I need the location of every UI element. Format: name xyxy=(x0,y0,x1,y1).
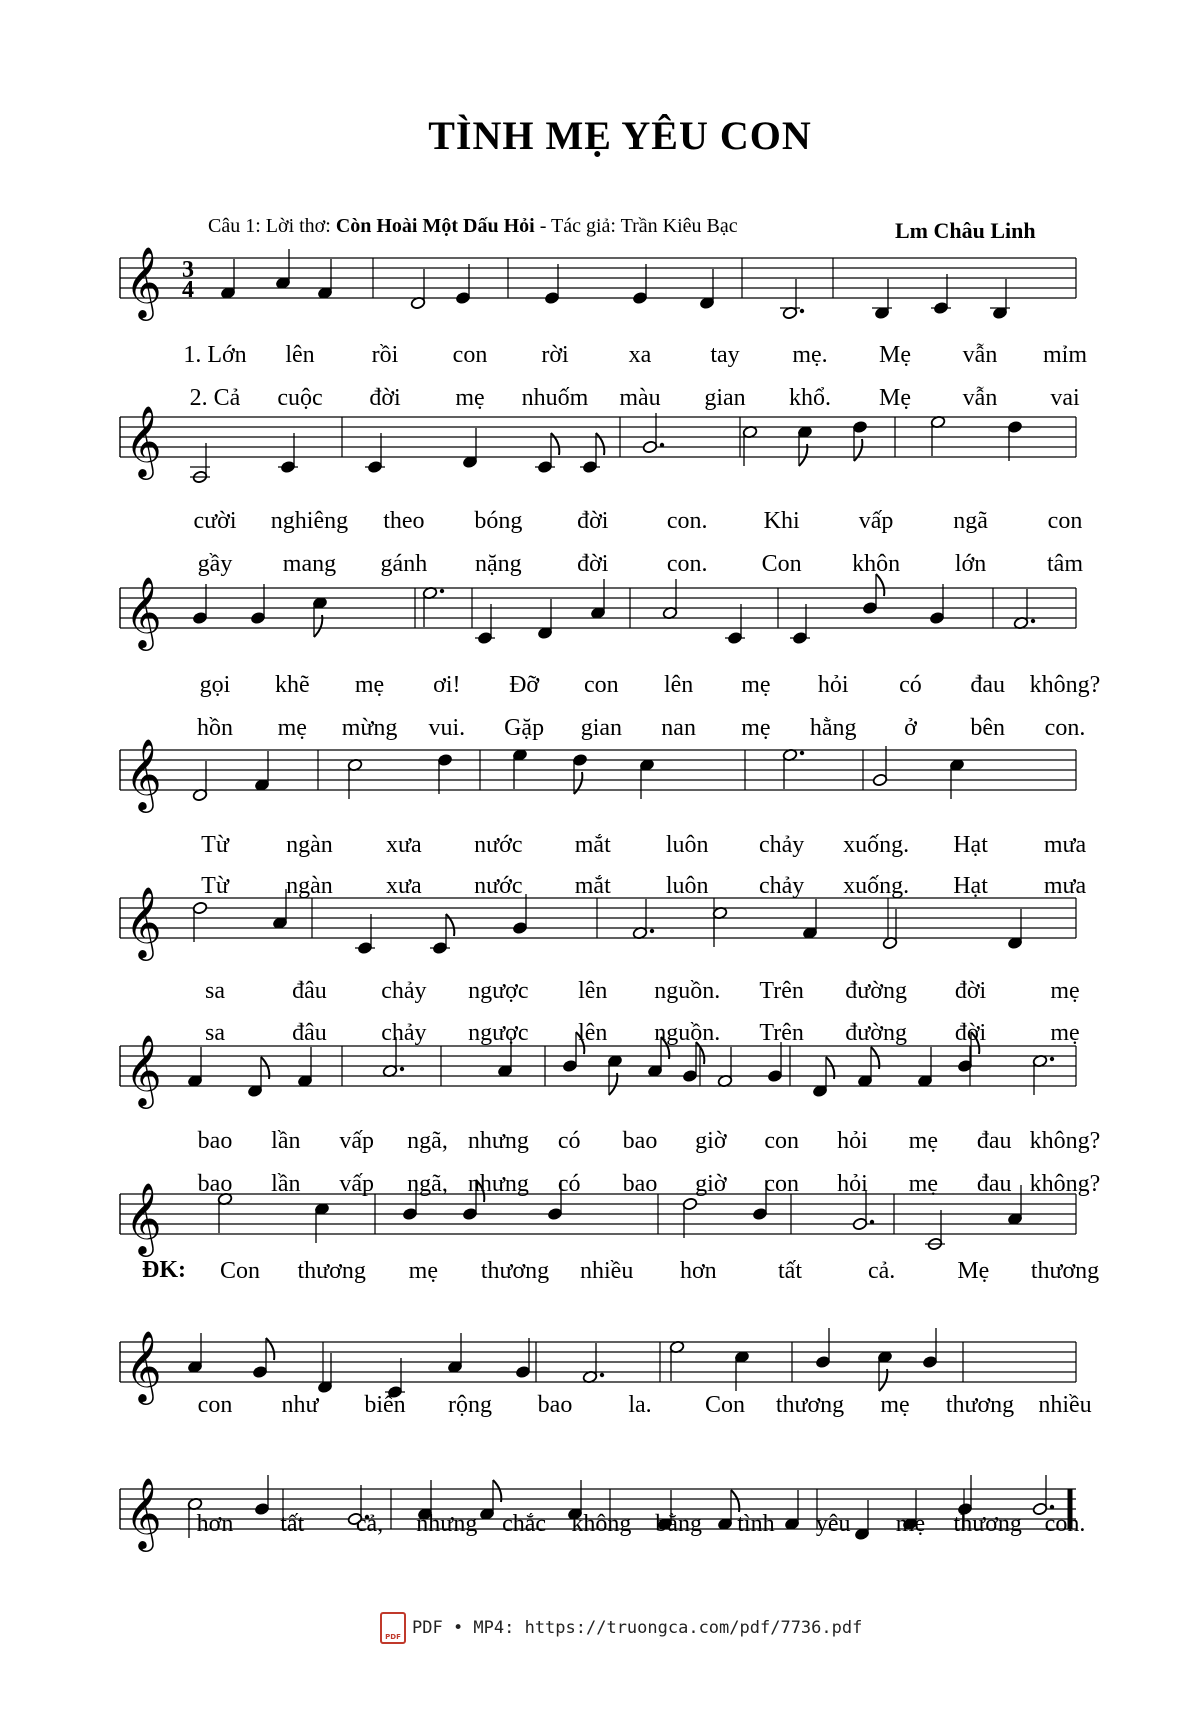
staff-system xyxy=(0,397,1200,517)
lyric-syllable: bao xyxy=(197,1128,233,1154)
note xyxy=(780,279,804,320)
lyric-syllable: Mẹ xyxy=(879,385,911,411)
lyric-syllable: chảy xyxy=(759,832,805,858)
lyric-syllable: Khi xyxy=(763,508,800,534)
lyric-syllable: xuống. xyxy=(843,832,910,858)
note xyxy=(314,1202,329,1243)
lyric-line xyxy=(160,1511,1086,1541)
lyric-syllable: gian xyxy=(580,715,623,741)
lyric-line xyxy=(160,715,1086,745)
footer[interactable] xyxy=(380,1612,862,1644)
lyric-syllable: mẹ xyxy=(277,715,307,741)
note xyxy=(572,753,587,794)
lyric-syllable: đâu xyxy=(292,978,327,1004)
lyric-syllable: đau xyxy=(970,672,1006,698)
lyric-line xyxy=(160,508,1083,538)
lyric-syllable: nan xyxy=(661,715,696,741)
note xyxy=(535,433,559,474)
lyric-syllable: nghiêng xyxy=(270,508,349,534)
lyric-syllable: bao xyxy=(197,1171,233,1197)
note xyxy=(1007,420,1022,461)
lyric-syllable: chảy xyxy=(381,1020,427,1046)
note xyxy=(582,1343,604,1384)
note xyxy=(220,259,235,300)
note xyxy=(430,914,454,955)
lyric-syllable: gian xyxy=(704,385,746,411)
lyric-syllable: mưa xyxy=(1043,873,1087,899)
lyric-syllable: sa xyxy=(205,1020,225,1046)
lyric-syllable: Trên xyxy=(759,1020,804,1046)
note xyxy=(632,899,654,940)
lyric-syllable: lên xyxy=(285,342,315,368)
lyric-syllable: đời xyxy=(577,508,609,534)
lyric-syllable: chảy xyxy=(759,873,805,899)
lyric-syllable: mẹ xyxy=(895,1511,926,1537)
time-signature-bottom: 4 xyxy=(182,277,194,303)
lyric-syllable: Hạt xyxy=(953,873,988,899)
note xyxy=(949,758,964,799)
lyric-syllable: mẹ xyxy=(880,1392,910,1418)
lyric-syllable: la. xyxy=(628,1392,652,1418)
lyric-syllable: bao xyxy=(622,1171,658,1197)
lyric-syllable: thương xyxy=(1030,1258,1100,1284)
lyric-syllable: Từ xyxy=(201,832,229,858)
lyric-syllable: nặng xyxy=(475,551,522,577)
note xyxy=(882,909,897,950)
note xyxy=(669,1340,684,1381)
lyric-syllable: ngã xyxy=(953,508,988,534)
lyric-syllable: hằng xyxy=(809,715,857,741)
lyric-syllable: bằng xyxy=(655,1511,702,1537)
lyric-syllable: đường xyxy=(845,978,907,1004)
treble-clef-icon: 𝄞 xyxy=(125,1181,162,1254)
lyric-syllable: không? xyxy=(1029,672,1101,698)
lyric-syllable: con. xyxy=(1044,715,1086,741)
lyric-syllable: Từ xyxy=(201,873,229,899)
lyric-syllable: con. xyxy=(666,551,708,577)
note xyxy=(475,604,495,645)
lyric-syllable: có xyxy=(557,1128,581,1154)
lyric-line xyxy=(160,1020,1080,1050)
lyric-syllable: khổ. xyxy=(789,385,831,411)
note xyxy=(925,1210,945,1251)
lyric-syllable: bóng xyxy=(474,508,523,534)
note xyxy=(682,1197,697,1238)
lyric-line xyxy=(160,978,1080,1008)
lyric-syllable: có xyxy=(557,1171,581,1197)
lyric-syllable: nhưng xyxy=(467,1171,529,1197)
note xyxy=(422,586,444,627)
lyric-syllable: ơi! xyxy=(433,672,461,698)
lyric-syllable: con xyxy=(584,672,619,698)
lyric-line xyxy=(160,1258,1100,1288)
lyric-syllable: không xyxy=(571,1511,632,1537)
lyric-syllable: thương xyxy=(480,1258,550,1284)
note xyxy=(247,1057,269,1098)
lyric-syllable: Con xyxy=(704,1392,746,1418)
note xyxy=(607,1054,622,1095)
lyric-syllable: ngã, xyxy=(407,1171,448,1197)
note xyxy=(872,746,887,787)
lyric-syllable: xưa xyxy=(386,832,422,858)
note xyxy=(192,584,207,625)
lyric-line xyxy=(160,1128,1101,1158)
note xyxy=(515,1338,530,1379)
lyric-syllable: xa xyxy=(628,342,652,368)
pdf-file-icon xyxy=(380,1612,406,1644)
note xyxy=(742,425,757,466)
lyric-syllable: mẹ xyxy=(908,1171,938,1197)
note xyxy=(410,269,425,310)
lyric-syllable: hồn xyxy=(197,715,233,741)
lyric-line xyxy=(160,1171,1101,1201)
lyric-syllable: mẹ. xyxy=(792,342,828,368)
lyric-syllable: mẹ xyxy=(741,672,771,698)
subtitle xyxy=(208,215,738,238)
note xyxy=(639,758,654,799)
subtitle-suffix: - Tác giả: Trần Kiêu Bạc xyxy=(534,215,738,237)
lyric-syllable: vẫn xyxy=(962,385,998,411)
lyric-syllable: vui. xyxy=(428,715,466,741)
lyric-syllable: nước xyxy=(474,873,523,899)
lyric-syllable: không? xyxy=(1029,1171,1101,1197)
note xyxy=(190,443,210,484)
lyric-syllable: mừng xyxy=(341,715,398,741)
lyric-syllable: cười xyxy=(193,508,237,534)
lyric-syllable: nhưng xyxy=(467,1128,529,1154)
lyric-line xyxy=(160,342,1088,372)
lyric-syllable: đau xyxy=(976,1128,1012,1154)
lyric-syllable: Đỡ xyxy=(509,672,540,698)
lyric-syllable: lên xyxy=(578,1020,608,1046)
lyric-syllable: ngã, xyxy=(407,1128,448,1154)
lyric-syllable: hỏi xyxy=(817,672,849,698)
lyric-syllable: hỏi xyxy=(837,1128,868,1154)
lyric-syllable: nước xyxy=(474,832,523,858)
lyric-syllable: mang xyxy=(282,551,337,577)
note xyxy=(1013,589,1035,630)
lyric-syllable: lên xyxy=(578,978,608,1004)
lyric-syllable: thương xyxy=(297,1258,366,1284)
lyric-syllable: thương xyxy=(945,1392,1015,1418)
lyric-line xyxy=(160,1392,1092,1422)
treble-clef-icon: 𝄞 xyxy=(125,575,162,648)
lyric-syllable: nhưng xyxy=(416,1511,478,1537)
note xyxy=(252,1338,274,1379)
lyric-syllable: ngược xyxy=(468,978,529,1004)
lyric-syllable: như xyxy=(281,1392,319,1418)
lyric-syllable: rộng xyxy=(448,1392,492,1418)
lyric-syllable: Con xyxy=(219,1258,261,1284)
subtitle-prefix: Câu 1: Lời thơ: xyxy=(208,215,336,237)
note xyxy=(734,1350,749,1391)
lyric-syllable: nguồn. xyxy=(654,1020,721,1046)
note xyxy=(317,259,332,300)
composer: Lm Châu Linh xyxy=(895,218,1036,243)
lyric-syllable: thương xyxy=(953,1511,1022,1537)
lyric-syllable: bên xyxy=(970,715,1006,741)
note xyxy=(857,1047,879,1088)
treble-clef-icon: 𝄞 xyxy=(125,1476,162,1549)
lyric-syllable: con xyxy=(764,1171,799,1197)
lyric-syllable: vấp xyxy=(858,508,894,534)
lyric-line xyxy=(160,672,1101,702)
lyric-syllable: giờ xyxy=(695,1171,727,1197)
lyric-syllable: biển xyxy=(364,1392,406,1418)
lyric-syllable: bao xyxy=(622,1128,658,1154)
lyric-syllable: theo xyxy=(383,508,425,534)
lyric-syllable: cả, xyxy=(355,1511,384,1537)
note xyxy=(317,1353,332,1394)
lyric-syllable: đường xyxy=(845,1020,907,1046)
lyric-line xyxy=(160,551,1083,581)
note xyxy=(852,420,867,461)
lyric-syllable: mắt xyxy=(574,832,611,858)
lyric-syllable: gầy xyxy=(197,551,233,577)
note xyxy=(917,1047,932,1088)
note xyxy=(580,433,604,474)
note xyxy=(278,433,298,474)
lyric-syllable: con xyxy=(452,342,488,368)
note xyxy=(782,748,804,789)
note xyxy=(790,604,810,645)
treble-clef-icon: 𝄞 xyxy=(125,1329,162,1402)
lyric-syllable: chảy xyxy=(381,978,427,1004)
lyric-syllable: mẹ xyxy=(1050,1020,1080,1046)
lyric-syllable: Trên xyxy=(759,978,804,1004)
lyric-syllable: khẽ xyxy=(274,672,310,698)
lyric-syllable: mẹ xyxy=(354,672,385,698)
lyric-line xyxy=(160,873,1087,903)
lyric-syllable: lên xyxy=(663,672,694,698)
lyric-syllable: gọi xyxy=(199,672,231,698)
note xyxy=(512,748,527,789)
lyric-syllable: đời xyxy=(954,1020,987,1046)
note xyxy=(642,413,664,454)
note xyxy=(877,1350,892,1391)
lyric-syllable: xưa xyxy=(386,873,422,899)
note xyxy=(192,901,207,942)
lyric-syllable: mẹ xyxy=(455,385,485,411)
song-title: TÌNH MẸ YÊU CON xyxy=(428,113,812,158)
lyric-syllable: vấp xyxy=(339,1171,374,1197)
note xyxy=(632,264,647,305)
lyric-syllable: vấp xyxy=(339,1128,374,1154)
lyric-syllable: mẹ xyxy=(1050,978,1080,1004)
lyric-syllable: thương xyxy=(775,1392,845,1418)
lyric-syllable: đâu xyxy=(292,1020,327,1046)
note xyxy=(312,596,327,637)
note xyxy=(537,599,552,640)
lyric-syllable: đời xyxy=(577,551,609,577)
lyric-syllable: 1. Lớn xyxy=(183,342,247,368)
staff-system xyxy=(0,1322,1200,1442)
treble-clef-icon: 𝄞 xyxy=(125,1033,162,1106)
lyric-syllable: 2. Cả xyxy=(189,385,241,411)
lyric-syllable: ngàn xyxy=(286,873,333,899)
treble-clef-icon: 𝄞 xyxy=(125,404,162,477)
lyric-syllable: mỉm xyxy=(1042,342,1088,368)
note xyxy=(455,264,470,305)
lyric-syllable: nhiều xyxy=(579,1258,634,1284)
lyric-syllable: rồi xyxy=(371,342,399,368)
lyric-syllable: cả. xyxy=(868,1258,896,1284)
note xyxy=(1032,1054,1054,1095)
lyric-syllable: hơn xyxy=(196,1511,234,1537)
note xyxy=(957,1475,972,1516)
lyric-syllable: gánh xyxy=(380,551,428,577)
note xyxy=(192,761,207,802)
note xyxy=(922,1328,937,1369)
note xyxy=(1032,1475,1054,1516)
note xyxy=(931,274,951,315)
lyric-syllable: ở xyxy=(904,715,917,741)
lyric-syllable: lần xyxy=(271,1128,301,1154)
lyric-syllable: nhuốm xyxy=(521,385,589,411)
lyric-syllable: bao xyxy=(537,1392,573,1418)
lyric-syllable: cuộc xyxy=(277,385,323,411)
note xyxy=(872,279,892,320)
note xyxy=(347,758,362,799)
lyric-line xyxy=(160,385,1080,415)
lyric-syllable: con. xyxy=(666,508,708,534)
lyric-syllable: mẹ xyxy=(741,715,771,741)
note xyxy=(544,264,559,305)
lyric-syllable: giờ xyxy=(695,1128,727,1154)
note xyxy=(712,906,727,947)
lyric-syllable: có xyxy=(899,672,922,698)
lyric-syllable: Hạt xyxy=(953,832,988,858)
lyric-syllable: không? xyxy=(1029,1128,1101,1154)
note xyxy=(929,584,944,625)
lyric-syllable: hỏi xyxy=(837,1171,868,1197)
lyric-syllable: màu xyxy=(619,385,661,411)
note xyxy=(802,899,817,940)
note xyxy=(990,279,1010,320)
treble-clef-icon: 𝄞 xyxy=(125,885,162,958)
pdf-icon-label: PDF xyxy=(385,1633,401,1641)
staff-system xyxy=(0,238,1200,358)
staff-system xyxy=(0,568,1200,688)
note xyxy=(797,425,812,466)
lyric-syllable: tất xyxy=(280,1511,305,1537)
lyric-syllable: khôn xyxy=(852,551,901,577)
note xyxy=(254,1475,269,1516)
time-signature-top: 3 xyxy=(182,257,194,283)
lyric-syllable: xuống. xyxy=(843,873,910,899)
lyric-syllable: tất xyxy=(778,1258,802,1284)
note xyxy=(275,249,290,290)
lyric-syllable: Mẹ xyxy=(957,1258,990,1284)
note xyxy=(717,1047,732,1088)
lyric-syllable: nguồn. xyxy=(654,978,721,1004)
lyric-syllable: tình xyxy=(737,1511,775,1537)
note xyxy=(699,269,714,310)
lyric-syllable: luôn xyxy=(665,832,709,858)
treble-clef-icon: 𝄞 xyxy=(125,245,162,318)
note xyxy=(254,751,269,792)
poem-title: Còn Hoài Một Dấu Hỏi xyxy=(335,215,535,237)
note xyxy=(187,1333,202,1374)
note xyxy=(812,1057,834,1098)
note xyxy=(365,433,385,474)
lyric-syllable: ngàn xyxy=(286,832,333,858)
lyric-syllable: lần xyxy=(271,1171,301,1197)
lyric-syllable: tay xyxy=(710,342,740,368)
lyric-syllable: con xyxy=(197,1392,233,1418)
lyric-syllable: mẹ xyxy=(408,1258,438,1284)
lyric-syllable: vẫn xyxy=(962,342,998,368)
lyric-syllable: đau xyxy=(976,1171,1012,1197)
note xyxy=(590,579,605,620)
lyric-syllable: Mẹ xyxy=(879,342,911,368)
note xyxy=(1007,909,1022,950)
lyric-syllable: con xyxy=(1047,508,1083,534)
lyric-syllable: lớn xyxy=(954,551,987,577)
lyric-syllable: Gặp xyxy=(504,715,545,741)
lyric-syllable: mắt xyxy=(574,873,611,899)
lyric-syllable: đời xyxy=(369,385,401,411)
lyric-syllable: Con xyxy=(761,551,802,577)
note xyxy=(815,1328,830,1369)
note xyxy=(250,584,265,625)
note xyxy=(447,1333,462,1374)
lyric-syllable: chắc xyxy=(502,1511,547,1537)
note xyxy=(437,753,452,794)
lyric-line xyxy=(160,832,1087,862)
lyric-syllable: con. xyxy=(1044,1511,1086,1537)
lyric-syllable: mẹ xyxy=(908,1128,938,1154)
note xyxy=(297,1047,312,1088)
lyric-syllable: vai xyxy=(1050,385,1080,411)
lyric-syllable: rời xyxy=(541,342,569,368)
note xyxy=(930,415,945,456)
lyric-syllable: nhiều xyxy=(1038,1392,1092,1418)
lyric-syllable: hơn xyxy=(679,1258,717,1284)
note xyxy=(662,579,677,620)
lyric-syllable: con xyxy=(764,1128,799,1154)
lyric-syllable: sa xyxy=(205,978,225,1004)
lyric-syllable: ngược xyxy=(468,1020,529,1046)
lyric-syllable: luôn xyxy=(665,873,709,899)
lyric-syllable: yêu xyxy=(815,1511,851,1537)
lyric-syllable: mưa xyxy=(1043,832,1087,858)
treble-clef-icon: 𝄞 xyxy=(125,737,162,810)
chorus-label: ĐK: xyxy=(142,1257,186,1283)
note xyxy=(187,1047,202,1088)
note xyxy=(355,914,375,955)
lyric-syllable: đời xyxy=(954,978,987,1004)
note xyxy=(725,604,745,645)
note xyxy=(462,428,477,469)
footer-link[interactable]: PDF • MP4: https://truongca.com/pdf/7736.pdf xyxy=(412,1618,863,1638)
lyric-syllable: tâm xyxy=(1047,551,1083,577)
